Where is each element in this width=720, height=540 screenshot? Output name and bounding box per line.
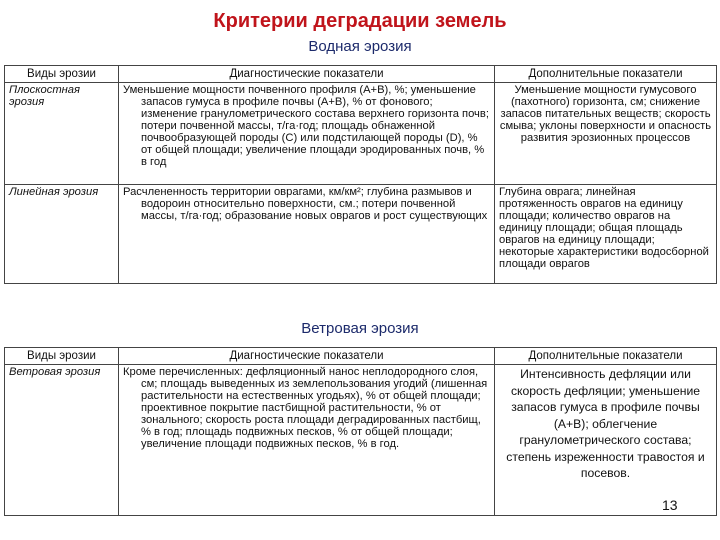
diagnostic-indicators: Уменьшение мощности почвенного профиля (А+В), %; уменьшение запасов гумуса в профиле почвы (А+В), % от фонового; изменение гранулометрического состава верхнего горизонта почв; потери почвенной массы, т/га·год; площадь обнаженной почвообразующей породы (С) или подстилающей породы (D), % от общей площади; увеличение площади эродированных почв, % в год [119, 83, 495, 185]
header-additional: Дополнительные показатели [495, 348, 717, 365]
erosion-kind: Плоскостная эрозия [5, 83, 119, 185]
section-heading-wind: Ветровая эрозия [301, 320, 419, 337]
table-row [5, 185, 717, 284]
header-additional: Дополнительные показатели [495, 66, 717, 83]
diagnostic-indicators: Расчлененность территории оврагами, км/км²; глубина размывов и водороин относительно поверхности, см.; потери почвенной массы, т/га·год; образование новых оврагов и рост существующих [119, 185, 495, 284]
erosion-kind: Ветровая эрозия [5, 365, 119, 516]
additional-indicators: Глубина оврага; линейная протяженность оврагов на единицу площади; количество оврагов на единицу площади; общая площадь оврагов на единицу площади; некоторые характеристики водосборной площади оврагов [495, 185, 717, 284]
table-row [5, 365, 717, 516]
table-header-row [5, 66, 717, 83]
additional-indicators: Уменьшение мощности гумусового (пахотного) горизонта, см; снижение запасов питательных веществ; скорость смыва; уклоны поверхности и опасность развития эрозионных процессов [495, 83, 717, 185]
header-kind: Виды эрозии [5, 66, 119, 83]
table-header-row [5, 348, 717, 365]
table-row [5, 83, 717, 185]
additional-indicators: Интенсивность дефляции или скорость дефляции; уменьшение запасов гумуса в профиле почвы (А+В); облегчение гранулометрического состава; степень изреженности травостоя и посевов. [495, 365, 717, 516]
water-erosion-table [4, 65, 717, 284]
diagnostic-indicators: Кроме перечисленных: дефляционный нанос неплодородного слоя, см; площадь выведенных из землепользования угодий (лишенная растительности на естественных угодьях), % от общей площади; проективное покрытие пастбищной растительности, % от зонального; скорость роста площади деградированных пастбищ, % в год; площадь подвижных песков, % от общей площади; увеличение площади подвижных песков, % в год. [119, 365, 495, 516]
header-kind: Виды эрозии [5, 348, 119, 365]
wind-erosion-table [4, 347, 717, 516]
section-heading-water: Водная эрозия [308, 38, 412, 55]
page-number: 13 [662, 497, 678, 513]
erosion-kind: Линейная эрозия [5, 185, 119, 284]
header-diagnostic: Диагностические показатели [119, 66, 495, 83]
header-diagnostic: Диагностические показатели [119, 348, 495, 365]
page-title: Критерии деградации земель [213, 10, 507, 32]
